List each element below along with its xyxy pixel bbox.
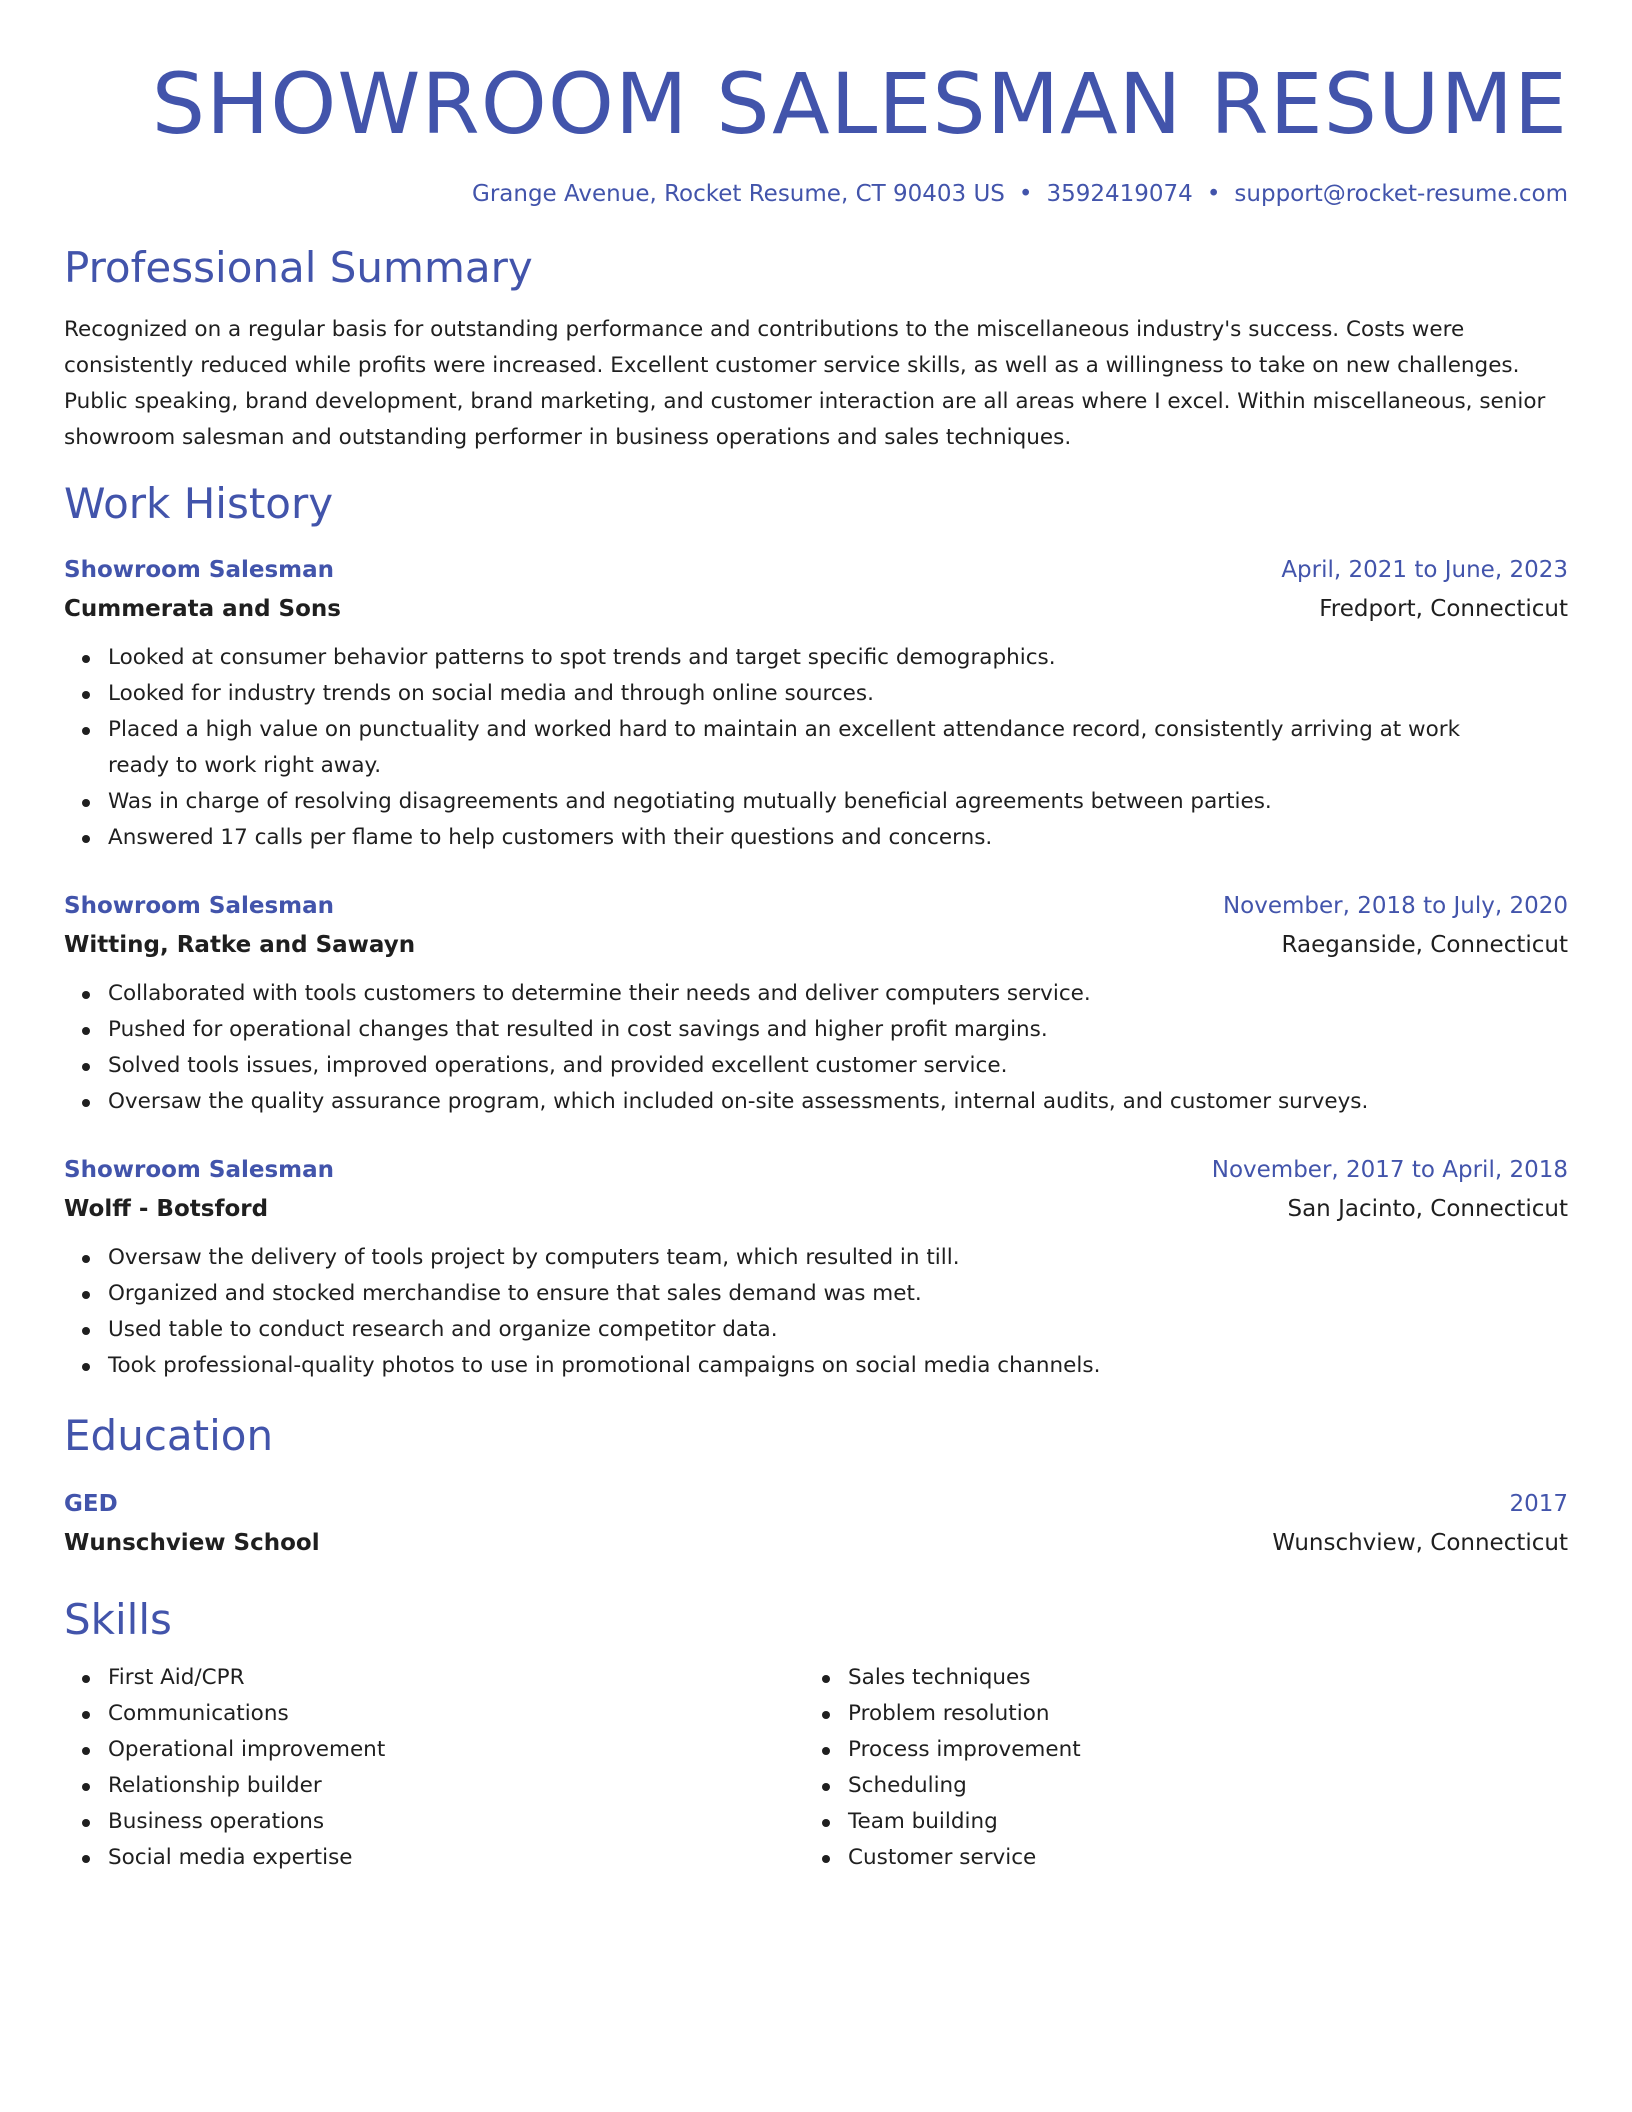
skill-item: Social media expertise	[108, 1840, 804, 1876]
job-bullets	[64, 1240, 1568, 1384]
job-title: Showroom Salesman	[64, 557, 335, 583]
skills-column-right	[804, 1660, 1544, 1876]
job-bullet: Looked at consumer behavior patterns to spot trends and target specific demographics.	[108, 640, 1568, 676]
job-bullet: Oversaw the quality assurance program, which included on-site assessments, internal audits, and customer surveys.	[108, 1084, 1568, 1120]
job-bullet: Was in charge of resolving disagreements and negotiating mutually beneficial agreements between parties.	[108, 784, 1568, 820]
skill-item: Sales techniques	[848, 1660, 1544, 1696]
job-dates: November, 2018 to July, 2020	[1222, 893, 1568, 919]
skills-column-left	[64, 1660, 804, 1876]
job-bullet: Collaborated with tools customers to determine their needs and deliver computers service.	[108, 976, 1568, 1012]
skill-item: Customer service	[848, 1840, 1544, 1876]
skills-grid	[64, 1660, 1568, 1876]
job-entry	[64, 552, 1568, 856]
summary-text: Recognized on a regular basis for outstanding performance and contributions to the miscellaneous industry's success. Costs were consistently reduced while profits were increased. Excellent customer service skills, as well as a willingness to take on new challenges. Public speaking, brand development, brand marketing, and customer interaction are all areas where I excel. Within miscellaneous, senior showroom salesman and outstanding performer in business operations and sales techniques.	[64, 317, 1546, 450]
contact-separator: •	[1206, 181, 1221, 207]
job-bullet: Looked for industry trends on social media and through online sources.	[108, 676, 1568, 712]
skill-item: Team building	[848, 1804, 1544, 1840]
education-heading: Education	[64, 1411, 274, 1460]
job-bullet: Took professional-quality photos to use in promotional campaigns on social media channels.	[108, 1348, 1568, 1384]
work-history-heading: Work History	[64, 479, 334, 528]
job-dates: November, 2017 to April, 2018	[1211, 1157, 1568, 1183]
job-bullets	[64, 976, 1568, 1120]
job-bullet: Placed a high value on punctuality and worked hard to maintain an excellent attendance record, consistently arriving at work ready to work right away.	[108, 712, 1568, 784]
skills-list	[804, 1660, 1544, 1876]
job-title: Showroom Salesman	[64, 1157, 335, 1183]
job-bullets	[64, 640, 1568, 856]
job-location: San Jacinto, Connecticut	[1287, 1196, 1568, 1222]
education-location: Wunschview, Connecticut	[1272, 1530, 1568, 1556]
resume-page	[64, 0, 1568, 1876]
job-bullet: Pushed for operational changes that resulted in cost savings and higher profit margins.	[108, 1012, 1568, 1048]
education-year: 2017	[1509, 1491, 1568, 1517]
resume-name: SHOWROOM SALESMAN RESUME	[151, 55, 1568, 153]
job-company: Witting, Ratke and Sawayn	[64, 932, 416, 958]
summary-heading: Professional Summary	[64, 243, 533, 292]
contact-line	[64, 178, 1568, 210]
job-company: Wolff - Botsford	[64, 1196, 269, 1222]
skill-item: Operational improvement	[108, 1732, 804, 1768]
job-entry	[64, 888, 1568, 1120]
job-bullet: Oversaw the delivery of tools project by computers team, which resulted in till.	[108, 1240, 1568, 1276]
contact-phone: 3592419074	[1046, 181, 1193, 207]
job-company: Cummerata and Sons	[64, 596, 341, 622]
skill-item: Business operations	[108, 1804, 804, 1840]
skill-item: Process improvement	[848, 1732, 1544, 1768]
job-dates: April, 2021 to June, 2023	[1281, 557, 1568, 583]
job-entry	[64, 1152, 1568, 1384]
job-bullet: Answered 17 calls per flame to help customers with their questions and concerns.	[108, 820, 1568, 856]
skill-item: First Aid/CPR	[108, 1660, 804, 1696]
skill-item: Problem resolution	[848, 1696, 1544, 1732]
contact-address: Grange Avenue, Rocket Resume, CT 90403 US	[472, 181, 1005, 207]
skill-item: Communications	[108, 1696, 804, 1732]
job-location: Raeganside, Connecticut	[1281, 932, 1568, 958]
contact-separator: •	[1018, 181, 1033, 207]
resume-header	[64, 0, 1568, 210]
education-degree: GED	[64, 1491, 118, 1517]
job-bullet: Solved tools issues, improved operations, and provided excellent customer service.	[108, 1048, 1568, 1084]
education-school: Wunschview School	[64, 1530, 320, 1556]
skills-heading: Skills	[64, 1595, 172, 1644]
job-location: Fredport, Connecticut	[1319, 596, 1568, 622]
job-bullet: Organized and stocked merchandise to ensure that sales demand was met.	[108, 1276, 1568, 1312]
education-entry	[64, 1486, 1568, 1562]
skill-item: Relationship builder	[108, 1768, 804, 1804]
job-title: Showroom Salesman	[64, 893, 335, 919]
skill-item: Scheduling	[848, 1768, 1544, 1804]
skills-list	[64, 1660, 804, 1876]
job-bullet: Used table to conduct research and organize competitor data.	[108, 1312, 1568, 1348]
contact-email: support@rocket-resume.com	[1234, 181, 1568, 207]
